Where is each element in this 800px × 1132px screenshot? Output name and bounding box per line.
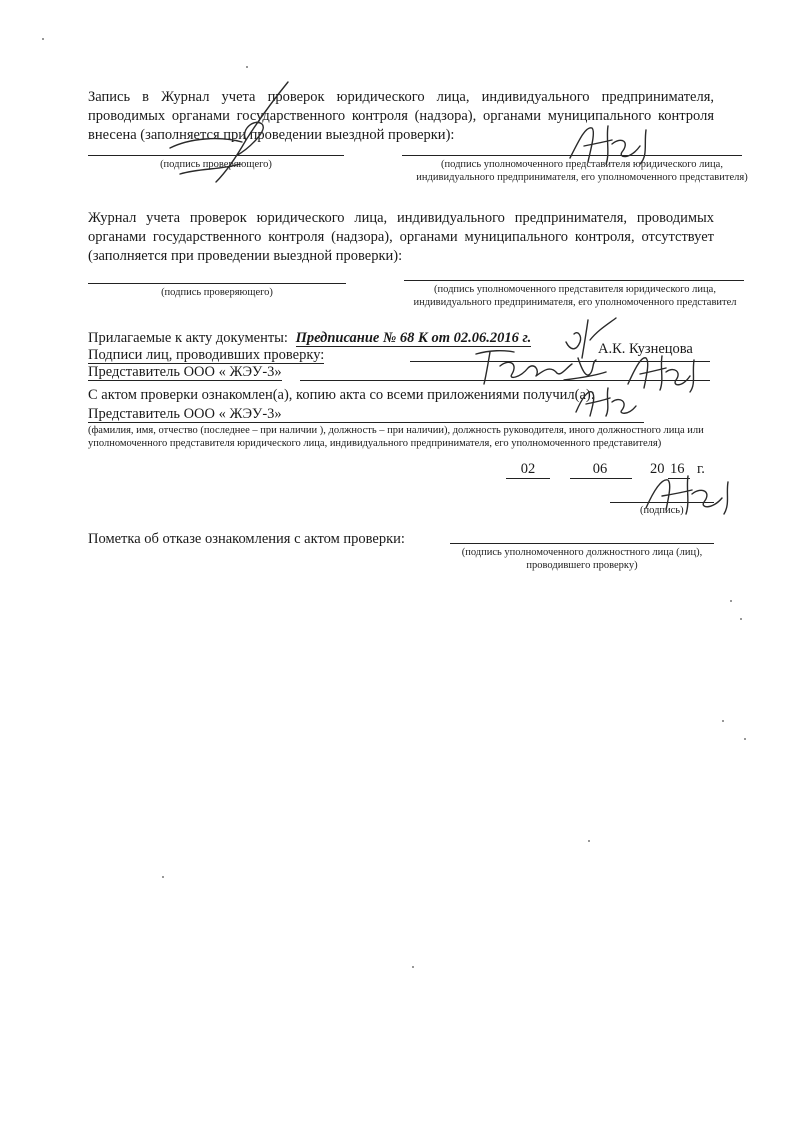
representative-signature-line-1 bbox=[402, 155, 742, 156]
inspector-name-line bbox=[410, 361, 710, 362]
representative-signature-line-2 bbox=[404, 280, 744, 281]
date-month: 06 bbox=[592, 461, 608, 477]
date-year-prefix: 20 bbox=[650, 461, 665, 477]
attachments-value: Предписание № 68 К от 02.06.2016 г. bbox=[295, 330, 532, 346]
inspector-signature-line-1 bbox=[88, 155, 344, 156]
acknowledged-caption: (фамилия, имя, отчество (последнее – при наличии ), должность – при наличии), должность руководителя, иного должностного лица или уполномоченного представителя юридического лица, индивидуального предпринимателя, его уполномоченного представителя) bbox=[88, 425, 704, 449]
acknowledged-representative-row bbox=[88, 405, 282, 423]
date-signature-line bbox=[610, 502, 714, 503]
representative-signature-caption-2: (подпись уполномоченного представителя юридического лица, индивидуального предпринимателя, его уполномоченного представител bbox=[413, 284, 737, 308]
inspector-name: А.К. Кузнецова bbox=[598, 341, 693, 357]
date-year-mark: г. bbox=[697, 461, 705, 477]
refusal-signature-caption: (подпись уполномоченного должностного лица (лиц), проводившего проверку) bbox=[461, 547, 703, 571]
attachments-row bbox=[88, 329, 531, 347]
representative-signature-caption-1: (подпись уполномоченного представителя юридического лица, индивидуального предпринимателя, его уполномоченного представителя) bbox=[416, 159, 748, 183]
refusal-signature-line bbox=[450, 543, 714, 544]
date-year-suffix: 16 bbox=[670, 461, 685, 477]
date-day: 02 bbox=[520, 461, 536, 477]
inspector-representative-line bbox=[300, 380, 710, 381]
journal-entry-text: Запись в Журнал учета проверок юридического лица, индивидуального предпринимателя, проводимых органами государственного контроля (надзора), органами муниципального контроля внесена (заполняется при проведении выездной проверки): bbox=[88, 89, 714, 143]
date-day-line bbox=[506, 478, 550, 479]
inspector-signature-caption-1: (подпись проверяющего) bbox=[160, 159, 272, 170]
acknowledged-representative: Представитель ООО « ЖЭУ-3» bbox=[88, 406, 282, 422]
attachments-label: Прилагаемые к акту документы: bbox=[88, 330, 288, 346]
refusal-label: Пометка об отказе ознакомления с актом проверки: bbox=[88, 531, 405, 547]
journal-absent-text: Журнал учета проверок юридического лица, индивидуального предпринимателя, проводимых органами государственного контроля (надзора), органами муниципального контроля, отсутствует (заполняется при проведении выездной проверки): bbox=[88, 210, 714, 264]
acknowledged-line bbox=[88, 422, 644, 423]
inspectors-label: Подписи лиц, проводивших проверку: bbox=[88, 347, 325, 363]
inspector-signature-2 bbox=[470, 344, 610, 388]
date-signature-caption: (подпись) bbox=[640, 505, 684, 516]
inspector-representative-row bbox=[88, 363, 282, 381]
inspectors-row bbox=[88, 346, 324, 364]
date-year-line bbox=[668, 478, 690, 479]
inspector-representative: Представитель ООО « ЖЭУ-3» bbox=[88, 364, 282, 380]
inspector-signature-line-2 bbox=[88, 283, 346, 284]
acknowledged-label: С актом проверки ознакомлен(а), копию акта со всеми приложениями получил(а): bbox=[88, 387, 595, 403]
date-month-line bbox=[570, 478, 632, 479]
inspector-signature-caption-2: (подпись проверяющего) bbox=[161, 287, 273, 298]
